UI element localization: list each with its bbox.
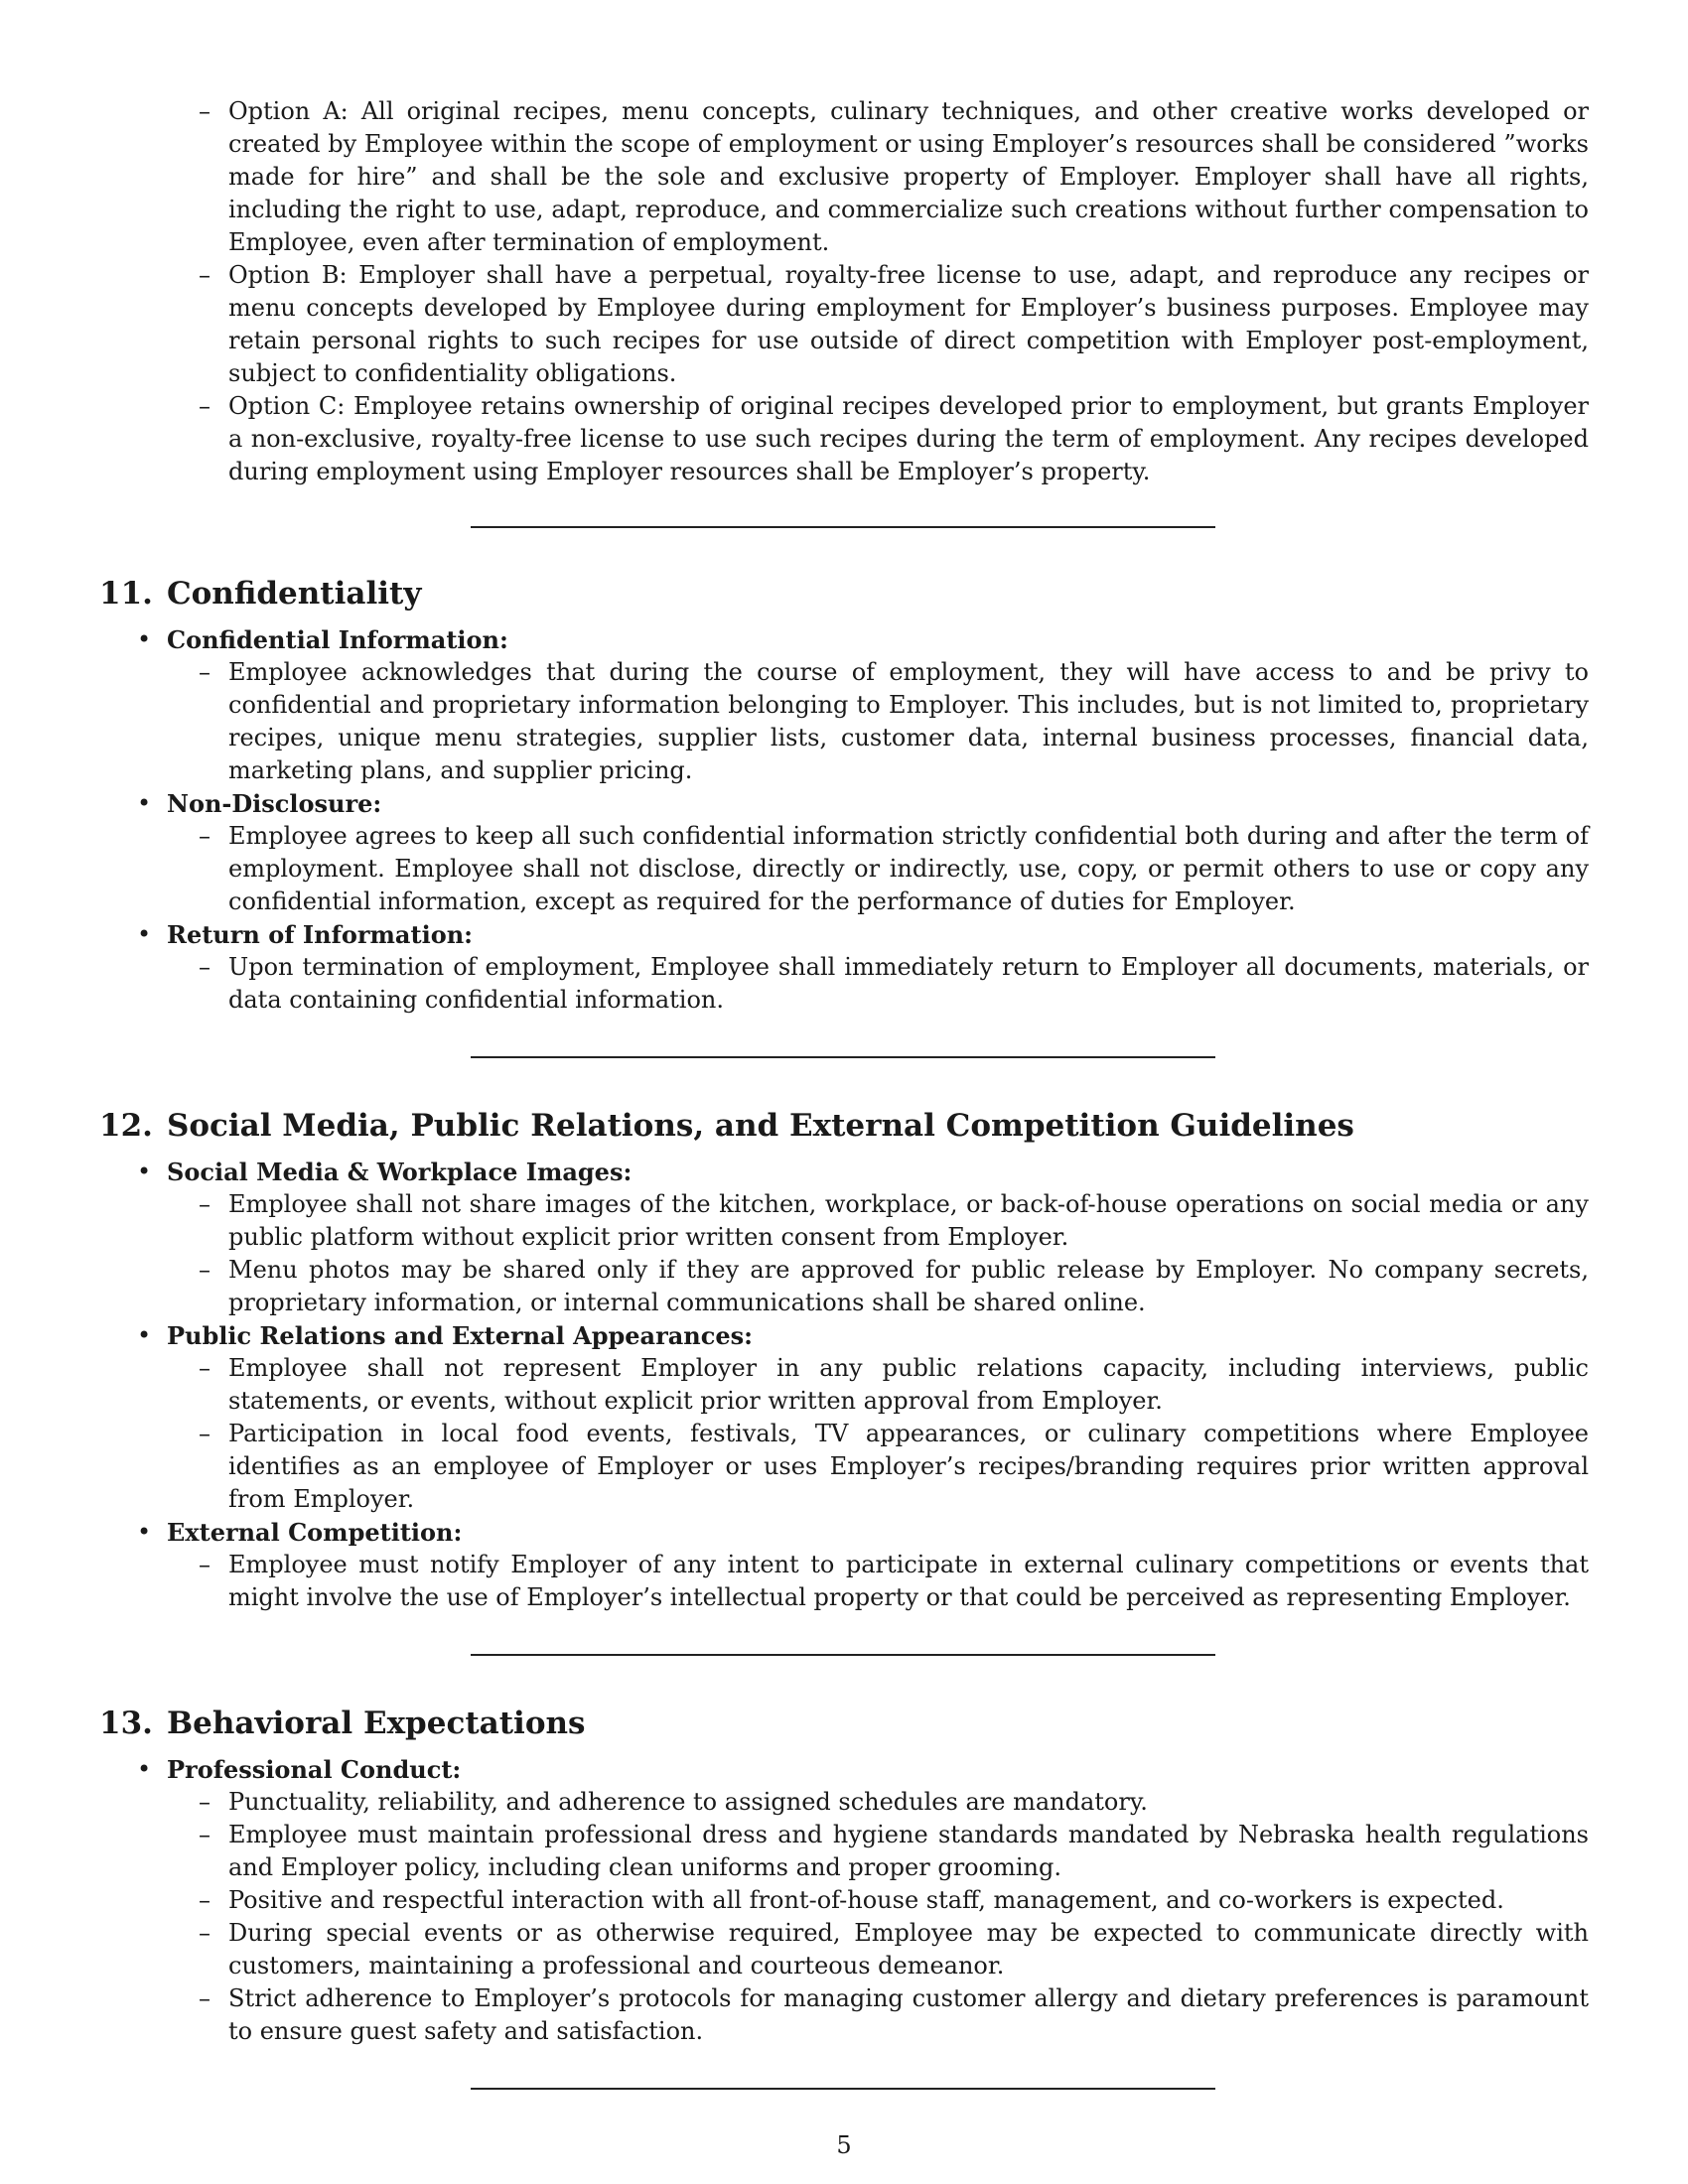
document-content <box>99 95 1589 2090</box>
option-b: – Option B: Employer shall have a perpetual, royalty-free license to use, adapt, and reproduce any recipes or menu concepts developed by Employee during employment for Employer’s business purposes. Employee may retain personal rights to such recipes for use outside of direct competition with Employer post-employment, subject to confidentiality obligations. <box>99 259 1589 390</box>
section-heading <box>99 574 1589 614</box>
bullet-group <box>99 1753 1589 2048</box>
bullet-heading: • Public Relations and External Appearances: <box>99 1319 1589 1352</box>
list-item: – Upon termination of employment, Employee shall immediately return to Employer all documents, materials, or data containing confidential information. <box>99 951 1589 1017</box>
list-item: – Employee must notify Employer of any intent to participate in external culinary competitions or events that might involve the use of Employer’s intellectual property or that could be perceived as representing Employer. <box>99 1549 1589 1614</box>
sub-list <box>99 1549 1589 1614</box>
section-divider <box>471 526 1215 528</box>
bullet-group <box>99 918 1589 1017</box>
bullet-heading: • Social Media & Workplace Images: <box>99 1156 1589 1188</box>
bullet-heading: • Professional Conduct: <box>99 1753 1589 1786</box>
section-number: 12. <box>99 1108 153 1144</box>
sub-list <box>99 1352 1589 1516</box>
bullet-group <box>99 623 1589 787</box>
section-divider <box>471 1654 1215 1656</box>
sub-list <box>99 951 1589 1017</box>
sub-list <box>99 1786 1589 2048</box>
bullet-heading: • Return of Information: <box>99 918 1589 951</box>
section-heading <box>99 1106 1589 1146</box>
option-c: – Option C: Employee retains ownership of original recipes developed prior to employment, but grants Employer a non-exclusive, royalty-free license to use such recipes during the term of employment. Any recipes developed during employment using Employer resources shall be Employer’s property. <box>99 390 1589 488</box>
recipe-ownership-options <box>99 95 1589 488</box>
list-item: – Employee must maintain professional dress and hygiene standards mandated by Nebraska health regulations and Employer policy, including clean uniforms and proper grooming. <box>99 1819 1589 1884</box>
list-item: – During special events or as otherwise required, Employee may be expected to communicate directly with customers, maintaining a professional and courteous demeanor. <box>99 1917 1589 1982</box>
sub-list <box>99 1188 1589 1319</box>
list-item: – Employee agrees to keep all such confidential information strictly confidential both during and after the term of employment. Employee shall not disclose, directly or indirectly, use, copy, or permit others to use or copy any confidential information, except as required for the performance of duties for Employer. <box>99 820 1589 918</box>
page-number: 5 <box>836 2131 852 2159</box>
section-bullets <box>99 623 1589 1017</box>
section-behavioral-expectations <box>99 1704 1589 2048</box>
bullet-heading: • Confidential Information: <box>99 623 1589 656</box>
section-bullets <box>99 1156 1589 1614</box>
list-item: – Employee shall not share images of the kitchen, workplace, or back-of-house operations on social media or any public platform without explicit prior written consent from Employer. <box>99 1188 1589 1254</box>
option-a: – Option A: All original recipes, menu concepts, culinary techniques, and other creative works developed or created by Employee within the scope of employment or using Employer’s resources shall be considered ”works made for hire” and shall be the sole and exclusive property of Employer. Employer shall have all rights, including the right to use, adapt, reproduce, and commercialize such creations without further compensation to Employee, even after termination of employment. <box>99 95 1589 259</box>
section-title: Confidentiality <box>166 576 422 612</box>
bullet-heading: • Non-Disclosure: <box>99 787 1589 820</box>
section-bullets <box>99 1753 1589 2048</box>
bullet-group <box>99 1319 1589 1516</box>
section-confidentiality <box>99 574 1589 1017</box>
list-item: – Employee acknowledges that during the course of employment, they will have access to and be privy to confidential and proprietary information belonging to Employer. This includes, but is not limited to, proprietary recipes, unique menu strategies, supplier lists, customer data, internal business processes, financial data, marketing plans, and supplier pricing. <box>99 656 1589 787</box>
list-item: – Punctuality, reliability, and adherence to assigned schedules are mandatory. <box>99 1786 1589 1819</box>
bullet-group <box>99 1516 1589 1614</box>
section-title: Behavioral Expectations <box>166 1706 586 1741</box>
bullet-group <box>99 787 1589 918</box>
list-item: – Employee shall not represent Employer in any public relations capacity, including interviews, public statements, or events, without explicit prior written approval from Employer. <box>99 1352 1589 1418</box>
list-item: – Positive and respectful interaction with all front-of-house staff, management, and co-workers is expected. <box>99 1884 1589 1917</box>
section-title: Social Media, Public Relations, and External Competition Guidelines <box>166 1108 1354 1144</box>
sub-list <box>99 820 1589 918</box>
section-heading <box>99 1704 1589 1743</box>
list-item: – Participation in local food events, festivals, TV appearances, or culinary competitions where Employee identifies as an employee of Employer or uses Employer’s recipes/branding requires prior written approval from Employer. <box>99 1418 1589 1516</box>
section-number: 13. <box>99 1706 153 1741</box>
section-divider <box>471 2088 1215 2090</box>
list-item: – Strict adherence to Employer’s protocols for managing customer allergy and dietary preferences is paramount to ensure guest safety and satisfaction. <box>99 1982 1589 2048</box>
sub-list <box>99 656 1589 787</box>
section-number: 11. <box>99 576 153 612</box>
list-item: – Menu photos may be shared only if they are approved for public release by Employer. No company secrets, proprietary information, or internal communications shall be shared online. <box>99 1254 1589 1319</box>
section-divider <box>471 1056 1215 1058</box>
section-social-media <box>99 1106 1589 1614</box>
bullet-heading: • External Competition: <box>99 1516 1589 1549</box>
bullet-group <box>99 1156 1589 1319</box>
